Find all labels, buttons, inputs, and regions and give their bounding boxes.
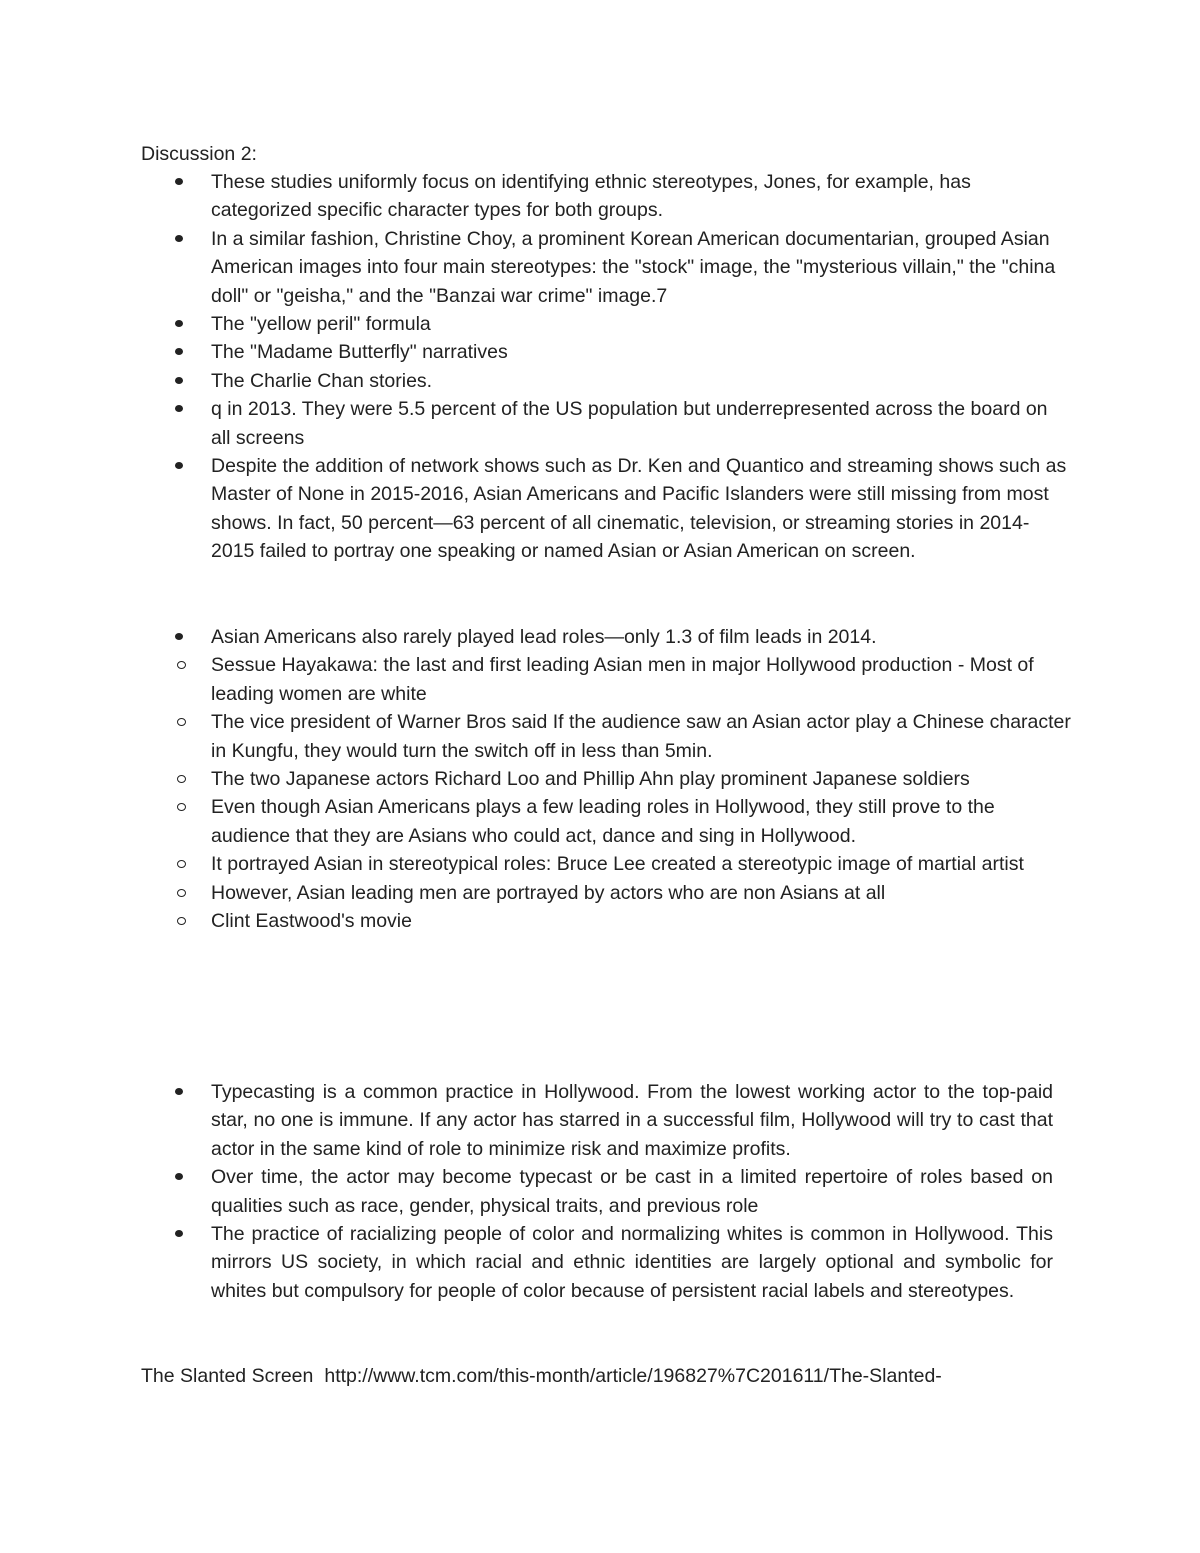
bullet-dot-icon [175, 462, 183, 469]
sub-list-item: Sessue Hayakawa: the last and first leading Asian men in major Hollywood production - Most of leading women are white [211, 651, 1071, 708]
bullet-list-intro [211, 168, 1071, 566]
bullet-dot-icon [175, 178, 183, 185]
sub-list-item: The vice president of Warner Bros said If the audience saw an Asian actor play a Chinese character in Kungfu, they would turn the switch off in less than 5min. [211, 708, 1071, 765]
source-label: The Slanted Screen [141, 1365, 314, 1387]
list-item: Typecasting is a common practice in Hollywood. From the lowest working actor to the top-paid star, no one is immune. If any actor has starred in a successful film, Hollywood will try to cast that actor in the same kind of role to minimize risk and maximize profits. [211, 1078, 1053, 1163]
sub-list-item: Clint Eastwood's movie [211, 907, 1071, 935]
bullet-circle-icon [177, 803, 186, 811]
bullet-circle-icon [177, 775, 186, 783]
list-item: The Charlie Chan stories. [211, 367, 1071, 395]
source-url[interactable]: http://www.tcm.com/this-month/article/196827%7C201611/The-Slanted- [324, 1365, 942, 1387]
list-item: The practice of racializing people of color and normalizing whites is common in Hollywood. This mirrors US society, in which racial and ethnic identities are largely optional and symbolic for whites but compulsory for people of color because of persistent racial labels and stereotypes. [211, 1220, 1053, 1305]
sub-list-item: The two Japanese actors Richard Loo and Phillip Ahn play prominent Japanese soldiers [211, 765, 1071, 793]
bullet-dot-icon [175, 1088, 183, 1095]
bullet-circle-icon [177, 889, 186, 897]
list-item: q in 2013. They were 5.5 percent of the US population but underrepresented across the board on all screens [211, 395, 1071, 452]
bullet-dot-icon [175, 377, 183, 384]
bullet-circle-icon [177, 718, 186, 726]
page-title: Discussion 2: [141, 143, 257, 165]
bullet-circle-icon [177, 860, 186, 868]
sub-list-item: It portrayed Asian in stereotypical roles: Bruce Lee created a stereotypic image of martial artist [211, 850, 1071, 878]
bullet-dot-icon [175, 1230, 183, 1237]
bullet-dot-icon [175, 348, 183, 355]
bullet-dot-icon [175, 235, 183, 242]
list-item: The "yellow peril" formula [211, 310, 1071, 338]
bullet-dot-icon [175, 320, 183, 327]
bullet-list-typecasting [211, 1078, 1071, 1305]
bullet-dot-icon [175, 1173, 183, 1180]
list-item: Despite the addition of network shows such as Dr. Ken and Quantico and streaming shows such as Master of None in 2015-2016, Asian Americans and Pacific Islanders were still missing from most shows. In fact, 50 percent—63 percent of all cinematic, television, or streaming stories in 2014-2015 failed to portray one speaking or named Asian or Asian American on screen. [211, 452, 1071, 566]
sub-list [211, 651, 1071, 935]
source-citation [141, 1362, 942, 1390]
bullet-list-lead-roles [211, 623, 1071, 935]
list-item: These studies uniformly focus on identifying ethnic stereotypes, Jones, for example, has categorized specific character types for both groups. [211, 168, 1071, 225]
list-item: Asian Americans also rarely played lead roles—only 1.3 of film leads in 2014. Sessue Hayakawa: the last and first leading Asian men in major Hollywood production - Most of leading women are white The vice president of Warner Bros said If the audience saw an Asian actor play a Chinese character in Kungfu, they would turn the switch off in less than 5min. The two Japanese actors Richard Loo and Phillip Ahn play prominent Japanese soldiers Even though Asian Americans plays a few leading roles in Hollywood, they still prove to the audience that they are Asians who could act, dance and sing in Hollywood. It portrayed Asian in stereotypical roles: Bruce Lee created a stereotypic image of martial artist However, Asian leading men are portrayed by actors who are non Asians at all Clint Eastwood's movie [211, 623, 1071, 935]
sub-list-item: However, Asian leading men are portrayed by actors who are non Asians at all [211, 879, 1071, 907]
bullet-circle-icon [177, 661, 186, 669]
list-item: In a similar fashion, Christine Choy, a prominent Korean American documentarian, grouped Asian American images into four main stereotypes: the "stock" image, the "mysterious villain," the "china doll" or "geisha," and the "Banzai war crime" image.7 [211, 225, 1071, 310]
bullet-dot-icon [175, 633, 183, 640]
sub-list-item: Even though Asian Americans plays a few leading roles in Hollywood, they still prove to the audience that they are Asians who could act, dance and sing in Hollywood. [211, 793, 1071, 850]
list-item: Over time, the actor may become typecast or be cast in a limited repertoire of roles based on qualities such as race, gender, physical traits, and previous role [211, 1163, 1053, 1220]
list-item: The "Madame Butterfly" narratives [211, 338, 1071, 366]
bullet-circle-icon [177, 917, 186, 925]
bullet-dot-icon [175, 405, 183, 412]
